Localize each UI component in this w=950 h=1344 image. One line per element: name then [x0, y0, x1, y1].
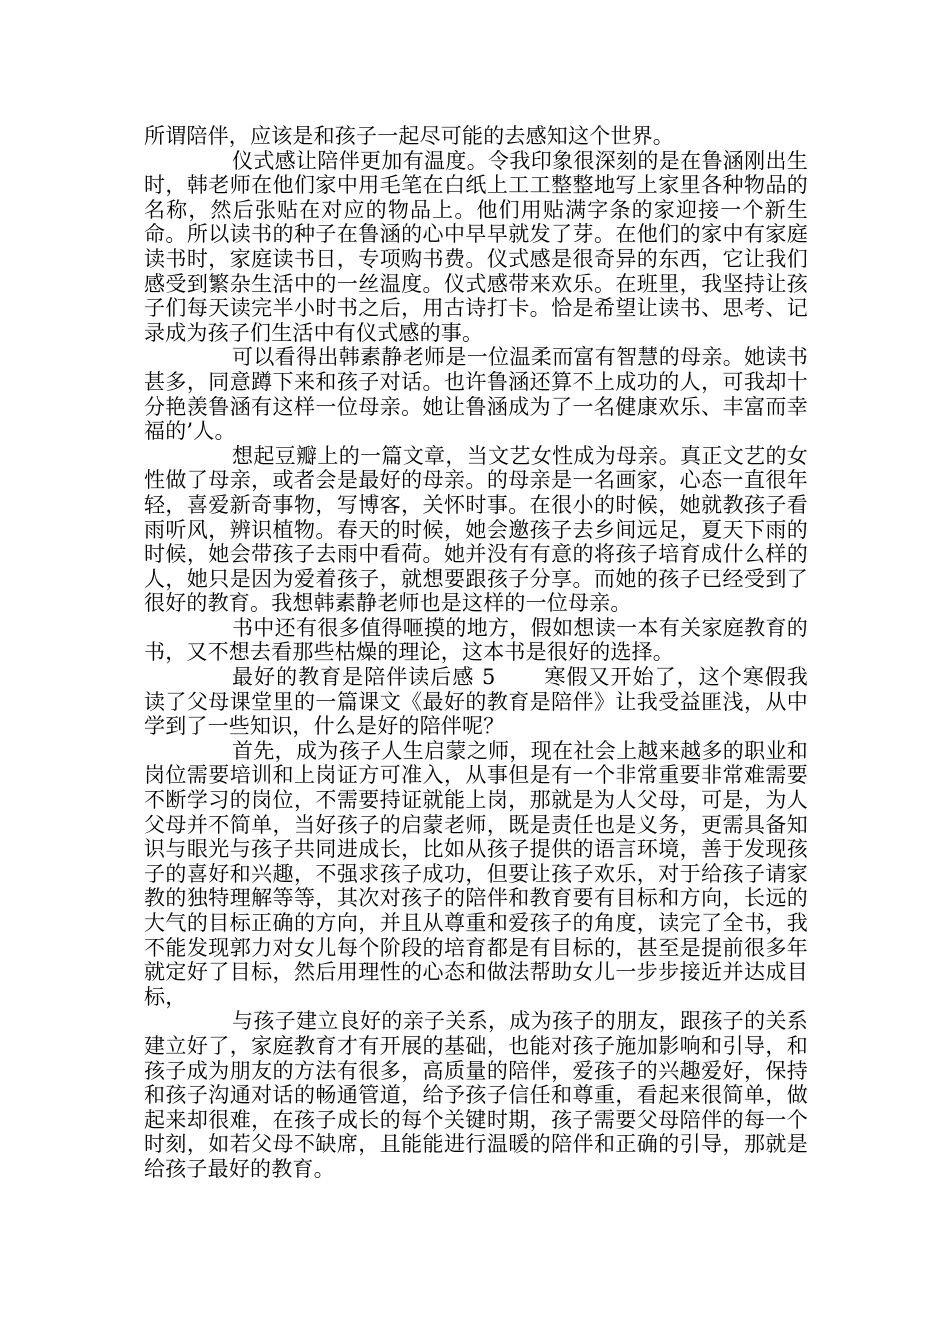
document-body	[144, 124, 808, 1182]
paragraph: 与孩子建立良好的亲子关系，成为孩子的朋友，跟孩子的关系建立好了，家庭教育才有开展的基础，也能对孩子施加影响和引导，和孩子成为朋友的方法有很多，高质量的陪伴，爱孩子的兴趣爱好，保持和孩子沟通对话的畅通管道，给予孩子信任和尊重，看起来很简单，做起来却很难，在孩子成长的每个关键时期，孩子需要父母陪伴的每一个时刻，如若父母不缺席，且能能进行温暖的陪伴和正确的引导，那就是给孩子最好的教育。	[144, 1009, 808, 1181]
essay-title: 最好的教育是陪伴读后感 5	[232, 665, 496, 690]
paragraph-text: 寒假又开始了，这个寒假我读了父母课堂里的一篇课文《最好的教育是陪伴》让我受益匪浅，从中学到了一些知识，什么是好的陪伴呢？	[144, 665, 809, 739]
paragraph: 想起豆瓣上的一篇文章，当文艺女性成为母亲。真正文艺的女性做了母亲，或者会是最好的母亲。的母亲是一名画家，心态一直很年轻，喜爱新奇事物，写博客，关怀时事。在很小的时候，她就教孩子看雨听风，辨识植物。春天的时候，她会邀孩子去乡间远足，夏天下雨的时候，她会带孩子去雨中看荷。她并没有有意的将孩子培育成什么样的人，她只是因为爱着孩子，就想要跟孩子分享。而她的孩子已经受到了很好的教育。我想韩素静老师也是这样的一位母亲。	[144, 443, 808, 616]
paragraph: 可以看得出韩素静老师是一位温柔而富有智慧的母亲。她读书甚多，同意蹲下来和孩子对话。也许鲁涵还算不上成功的人，可我却十分艳羡鲁涵有这样一位母亲。她让鲁涵成为了一名健康欢乐、丰富而幸福的’人。	[144, 345, 808, 444]
paragraph: 所谓陪伴，应该是和孩子一起尽可能的去感知这个世界。	[144, 124, 674, 148]
paragraph: 首先，成为孩子人生启蒙之师，现在社会上越来越多的职业和岗位需要培训和上岗证方可准入，从事但是有一个非常重要非常难需要不断学习的岗位，不需要持证就能上岗，那就是为人父母，可是，为人父母并不简单，当好孩子的启蒙老师，既是责任也是义务，更需具备知识与眼光与孩子共同进成长，比如从孩子提供的语言环境，善于发现孩子的喜好和兴趣，不强求孩子成功，但要让孩子欢乐，对于给孩子请家教的独特理解等等，其次对孩子的陪伴和教育要有目标和方向，长远的大气的目标正确的方向，并且从尊重和爱孩子的角度，读完了全书，我不能发现郭力对女儿每个阶段的培育都是有目标的，甚至是提前很多年就定好了目标，然后用理性的心态和做法帮助女儿一步步接近并达成目标，	[144, 738, 808, 1009]
paragraph-with-title	[144, 665, 808, 739]
paragraph: 仪式感让陪伴更加有温度。令我印象很深刻的是在鲁涵刚出生时，韩老师在他们家中用毛笔在白纸上工工整整地写上家里各种物品的名称，然后张贴在对应的物品上。他们用贴满字条的家迎接一个新生命。所以读书的种子在鲁涵的心中早早就发了芽。在他们的家中有家庭读书时，家庭读书日，专项购书费。仪式感是很奇异的东西，它让我们感受到繁杂生活中的一丝温度。仪式感带来欢乐。在班里，我坚持让孩子们每天读完半小时书之后，用古诗打卡。恰是希望让读书、思考、记录成为孩子们生活中有仪式感的事。	[144, 148, 808, 345]
paragraph: 书中还有很多值得咂摸的地方，假如想读一本有关家庭教育的书，又不想去看那些枯燥的理论，这本书是很好的选择。	[144, 615, 808, 665]
